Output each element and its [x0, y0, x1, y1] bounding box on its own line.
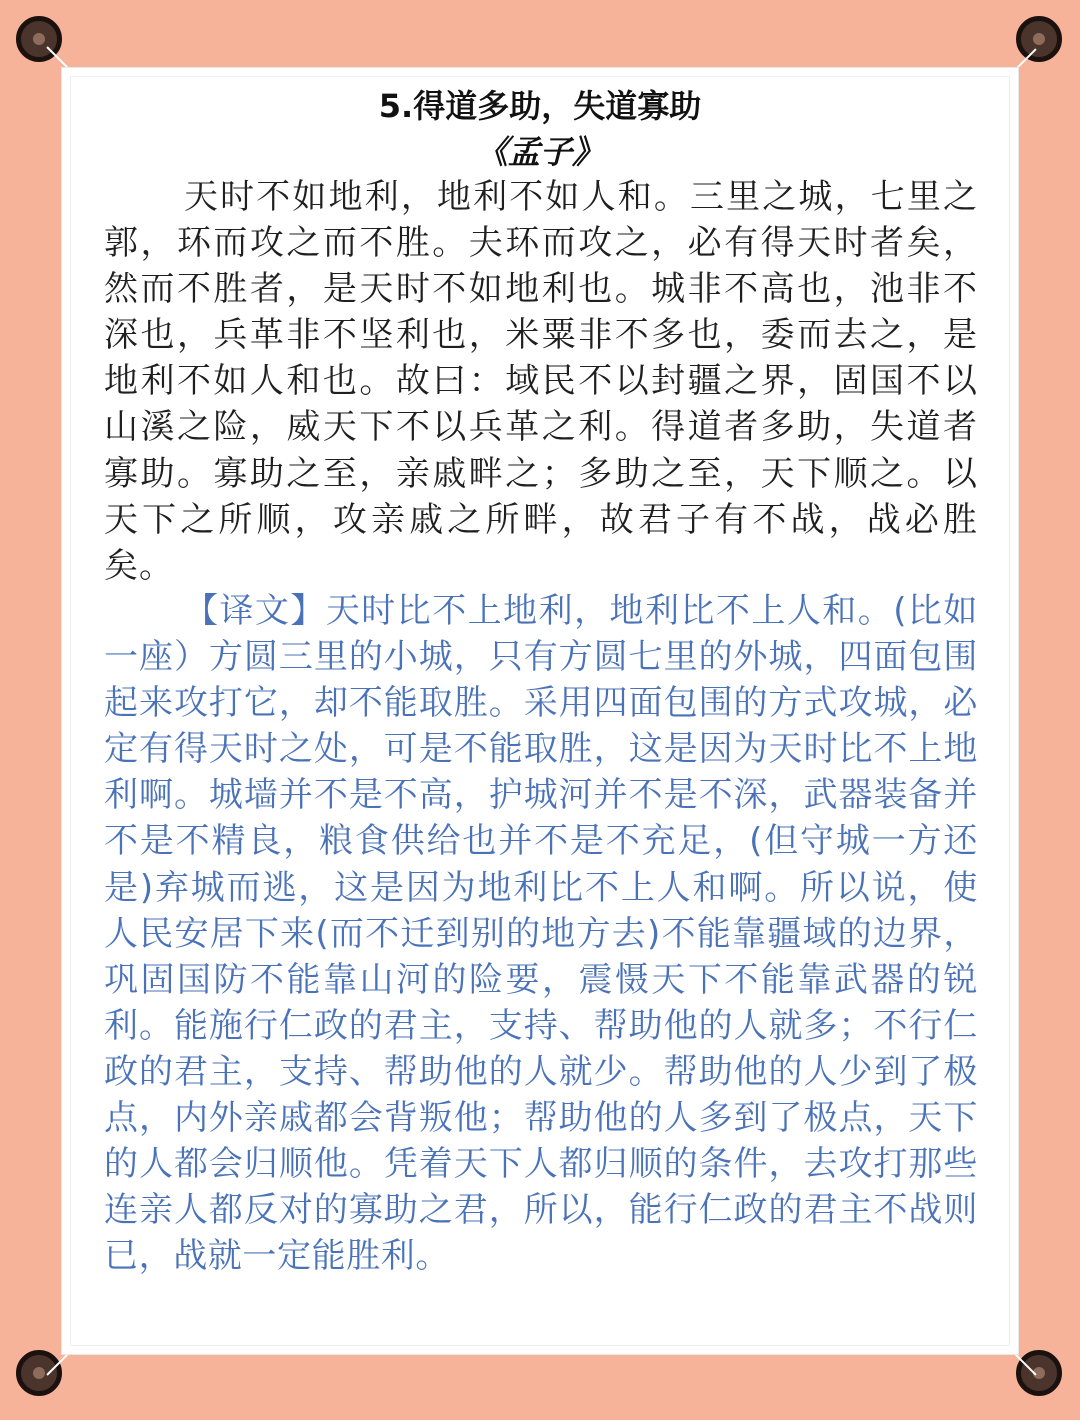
ring-icon: [16, 1350, 62, 1396]
translation-text: 天时比不上地利，地利比不上人和。(比如一座）方圆三里的小城，只有方圆七里的外城，四面包围起来攻打它，却不能取胜。采用四面包围的方式攻城，必定有得天时之处，可是不能取胜，这是因为天时比不上地利啊。城墙并不是不高，护城河并不是不深，武器装备并不是不精良，粮食供给也并不是不充足，(但守城一方还是)弃城而逃，这是因为地利比不上人和啊。所以说，使人民安居下来(而不迁到别的地方去)不能靠疆域的边界，巩固国防不能靠山河的险要，震慑天下不能靠武器的锐利。能施行仁政的君主，支持、帮助他的人就多；不行仁政的君主，支持、帮助他的人就少。帮助他的人少到了极点，内外亲戚都会背叛他；帮助他的人多到了极点，天下的人都会归顺他。凭着天下人都归顺的条件，去攻打那些连亲人都反对的寡助之君，所以，能行仁政的君主不战则已，战就一定能胜利。: [104, 591, 978, 1277]
translation-label: 【译文】: [184, 591, 326, 631]
original-text: 天时不如地利，地利不如人和。三里之城，七里之郭，环而攻之而不胜。夫环而攻之，必有得天时者矣，然而不胜者，是天时不如地利也。城非不高也，池非不深也，兵革非不坚利也，米粟非不多也，委而去之，是地利不如人和也。故曰：域民不以封疆之界，固国不以山溪之险，威天下不以兵革之利。得道者多助，失道者寡助。寡助之至，亲戚畔之；多助之至，天下顺之。以天下之所顺，攻亲戚之所畔，故君子有不战，战必胜矣。: [104, 177, 978, 586]
paper-card: [62, 68, 1018, 1354]
translation-paragraph: [104, 588, 978, 1279]
source-title: 《孟子》: [475, 133, 604, 171]
page-title: 5.得道多助，失道寡助: [378, 87, 702, 125]
ring-icon: [1016, 16, 1062, 62]
ring-icon: [1016, 1350, 1062, 1396]
